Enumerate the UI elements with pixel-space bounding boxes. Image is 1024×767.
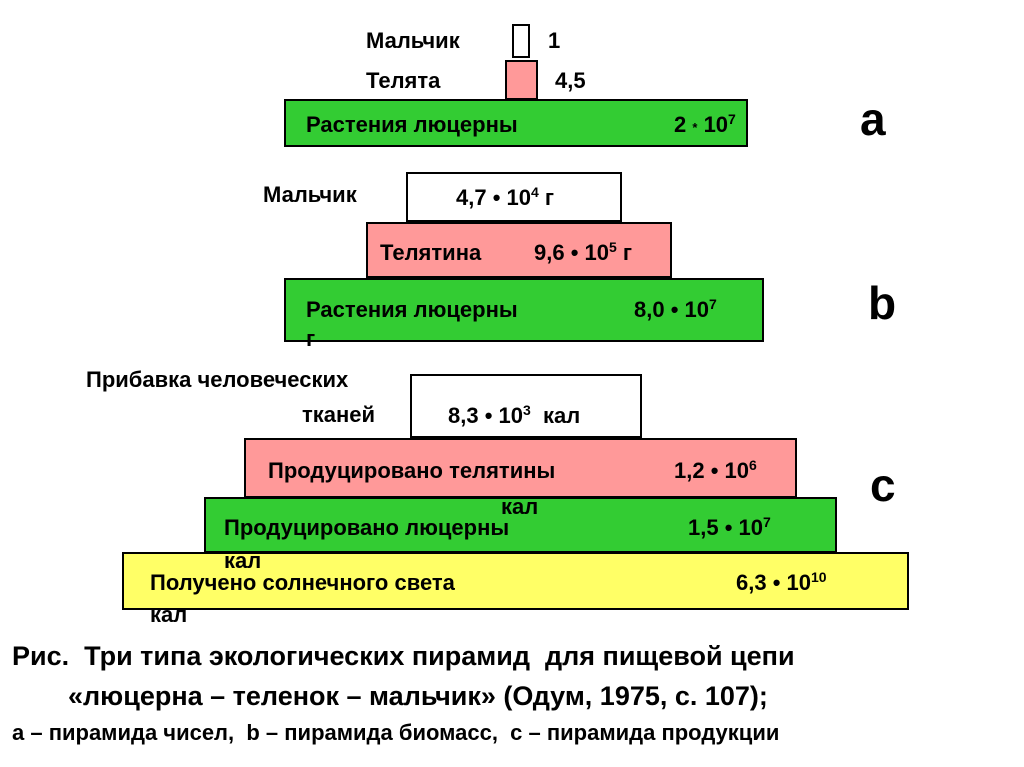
pyramid-b-plants-value <box>634 296 717 322</box>
pyramid-b-boy-value-exp: 4 <box>530 184 539 200</box>
pyramid-c-sun-value-base: 6,3 • 10 <box>736 570 811 595</box>
pyramid-c-human-value-unit: кал <box>530 403 581 428</box>
pyramid-c-veal-box <box>244 438 797 519</box>
pyramid-c-sun-value-exp: 10 <box>810 569 827 585</box>
pyramid-a-plants-value-exp: 7 <box>728 111 736 127</box>
pyramid-c-alfalfa-value-base: 1,5 • 10 <box>688 515 763 540</box>
pyramid-a-plants-value <box>674 111 736 137</box>
pyramid-a-calves-value: 4,5 <box>555 68 586 93</box>
pyramid-b-plants-label: Растения люцерны <box>306 297 518 322</box>
pyramid-b-plants-value-exp: 7 <box>708 296 717 312</box>
caption-line-1: Рис. Три типа экологических пирамид для пищевой цепи <box>12 641 795 671</box>
pyramid-b-veal-value-unit: г <box>616 240 633 265</box>
pyramid-c-veal-value-exp: 6 <box>748 457 757 473</box>
pyramid-a-plants-value-pow: 10 <box>703 112 729 137</box>
pyramid-b-boy-label: Мальчик <box>263 182 357 207</box>
pyramid-c-veal-label: Продуцировано телятины <box>268 458 556 483</box>
pyramid-b-boy-value <box>456 184 555 210</box>
pyramid-c-veal-unit: кал <box>501 494 539 519</box>
pyramid-a-boy-label: Мальчик <box>366 28 460 53</box>
pyramid-b-boy-box <box>406 172 622 222</box>
pyramid-c-sun-value <box>736 569 827 595</box>
pyramid-c-veal-value-base: 1,2 • 10 <box>674 458 749 483</box>
pyramid-b-plants-box <box>284 278 764 351</box>
pyramid-c-alfalfa-value-exp: 7 <box>762 514 771 530</box>
pyramid-a-plants-value-mult: * <box>692 120 698 135</box>
pyramid-c-alfalfa-label: Продуцировано люцерны <box>224 515 510 540</box>
pyramid-b-veal-value <box>534 239 633 265</box>
pyramid-b-veal-value-exp: 5 <box>608 239 617 255</box>
pyramid-c-sun-label: Получено солнечного света <box>150 570 455 595</box>
pyramid-b-veal-value-base: 9,6 • 10 <box>534 240 609 265</box>
pyramid-c-human-box <box>410 374 642 438</box>
caption-line-3: а – пирамида чисел, b – пирамида биомасс, c – пирамида продукции <box>12 720 780 745</box>
pyramid-b-veal-box <box>366 222 672 278</box>
pyramid-a-plants-value-base: 2 <box>674 112 687 137</box>
pyramid-c-letter: c <box>870 459 896 511</box>
pyramid-c-human-label-line1: Прибавка человеческих <box>86 367 349 392</box>
pyramid-b-boy-value-base: 4,7 • 10 <box>456 185 531 210</box>
pyramid-c-human-value-base: 8,3 • 10 <box>448 403 523 428</box>
pyramid-c-alfalfa-value <box>688 514 771 540</box>
pyramid-b-boy-value-unit: г <box>538 185 555 210</box>
pyramid-a-calves-box <box>505 60 538 100</box>
pyramid-c-human-value <box>448 402 581 428</box>
pyramid-c-sun-unit: кал <box>150 602 188 627</box>
pyramid-c-veal-value <box>674 457 757 483</box>
pyramid-b-letter: b <box>868 277 897 329</box>
pyramid-b-plants-value-base: 8,0 • 10 <box>634 297 709 322</box>
pyramid-b-plants-unit: г <box>306 326 316 351</box>
pyramid-b-veal-label: Телятина <box>380 240 482 265</box>
pyramid-c-human-label-line2: тканей <box>302 402 376 427</box>
pyramid-a-letter: a <box>860 93 886 145</box>
pyramid-a-plants-label: Растения люцерны <box>306 112 518 137</box>
pyramid-c-alfalfa-unit: кал <box>224 548 262 573</box>
pyramid-c-human-value-exp: 3 <box>522 402 531 418</box>
caption-line-2: «люцерна – теленок – мальчик» (Одум, 1975, с. 107); <box>68 681 768 711</box>
pyramid-a-calves-label: Телята <box>366 68 441 93</box>
pyramid-a-boy-box <box>512 24 530 58</box>
pyramid-a-plants-box <box>284 99 748 147</box>
pyramid-a-boy-value: 1 <box>548 28 561 53</box>
